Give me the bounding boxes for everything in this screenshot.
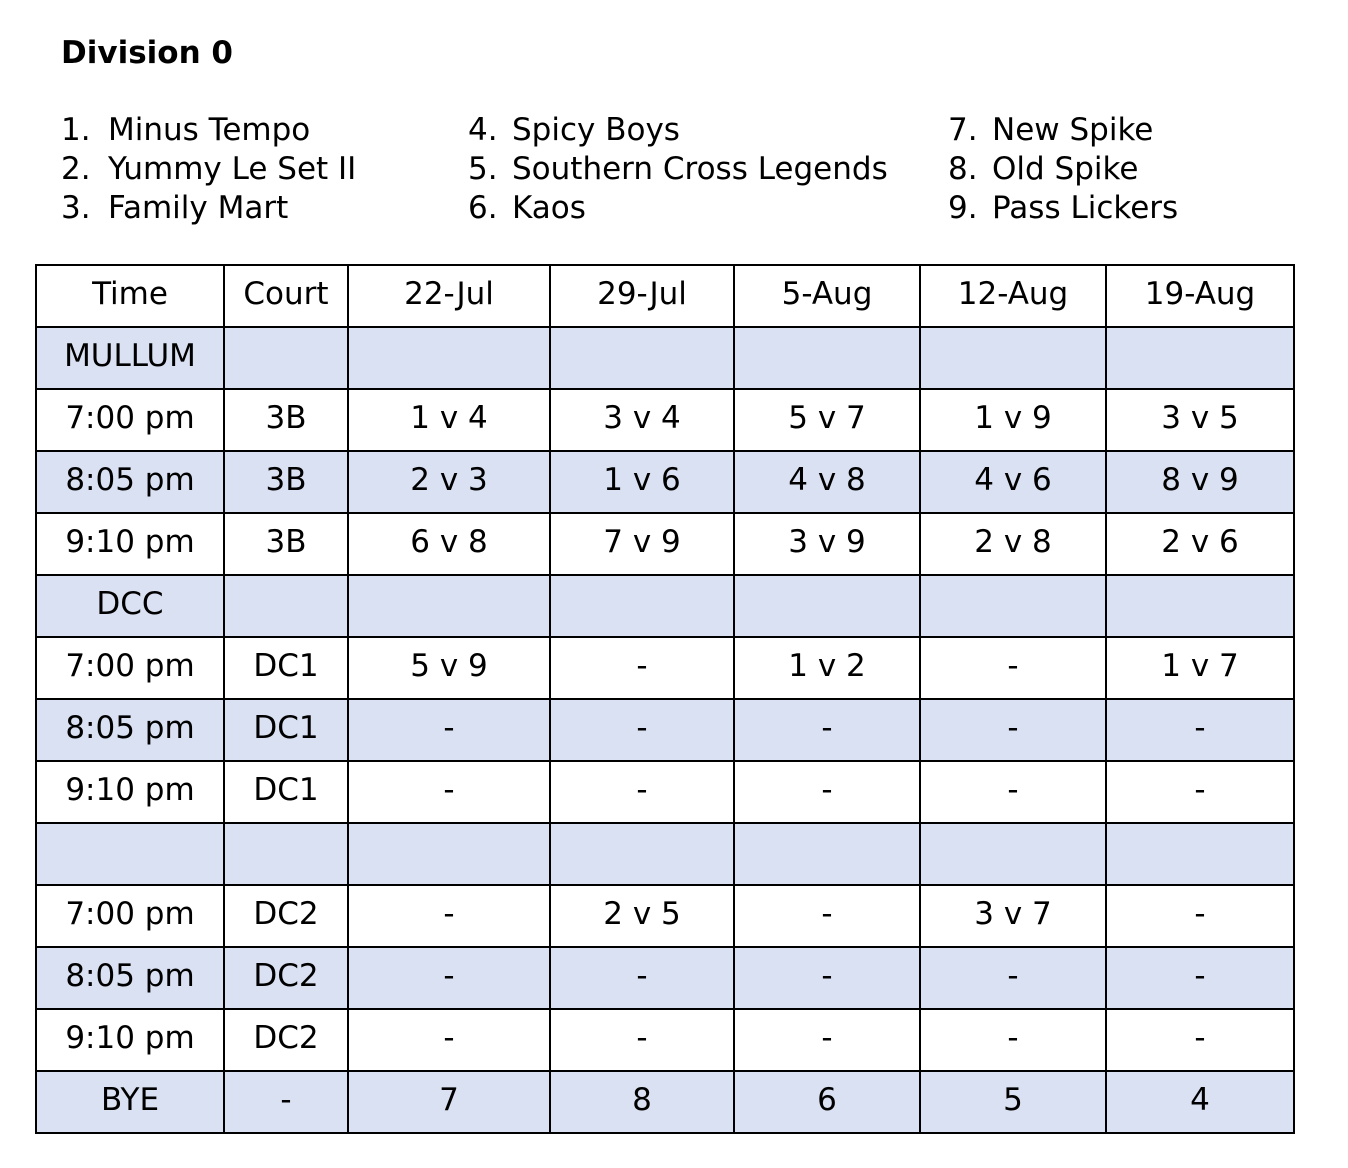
time-cell: 8:05 pm (36, 451, 224, 513)
court-cell (224, 575, 348, 637)
match-cell: - (348, 699, 550, 761)
match-cell: 5 (920, 1071, 1106, 1133)
team-number: 2. (61, 151, 91, 187)
header-row (36, 265, 1294, 327)
match-cell (734, 575, 920, 637)
match-cell: - (1106, 699, 1294, 761)
match-cell: - (1106, 761, 1294, 823)
team-name: New Spike (992, 112, 1154, 148)
team-name: Family Mart (108, 190, 289, 226)
match-cell (920, 327, 1106, 389)
match-cell: 1 v 7 (1106, 637, 1294, 699)
court-cell: 3B (224, 451, 348, 513)
match-cell: - (550, 761, 734, 823)
venue-row (36, 823, 1294, 885)
match-cell: - (734, 947, 920, 1009)
court-cell: DC2 (224, 947, 348, 1009)
team-number: 4. (468, 112, 498, 148)
team-number: 6. (468, 190, 498, 226)
column-header: 22-Jul (348, 265, 550, 327)
match-cell: 2 v 3 (348, 451, 550, 513)
team-name: Pass Lickers (992, 190, 1179, 226)
match-cell: 3 v 7 (920, 885, 1106, 947)
court-cell: DC2 (224, 1009, 348, 1071)
team-item (948, 189, 1178, 228)
match-cell: - (734, 885, 920, 947)
court-cell (224, 823, 348, 885)
match-cell (1106, 823, 1294, 885)
table-row (36, 451, 1294, 513)
time-cell: 8:05 pm (36, 699, 224, 761)
match-cell: - (734, 699, 920, 761)
team-number: 9. (948, 190, 978, 226)
match-cell: 3 v 5 (1106, 389, 1294, 451)
time-cell: MULLUM (36, 327, 224, 389)
match-cell: 1 v 4 (348, 389, 550, 451)
table-row (36, 885, 1294, 947)
bye-row (36, 1071, 1294, 1133)
match-cell: 7 (348, 1071, 550, 1133)
team-number: 1. (61, 112, 91, 148)
time-cell: 7:00 pm (36, 885, 224, 947)
match-cell: 8 (550, 1071, 734, 1133)
column-header: 19-Aug (1106, 265, 1294, 327)
column-header: Time (36, 265, 224, 327)
table-row (36, 761, 1294, 823)
match-cell: 2 v 8 (920, 513, 1106, 575)
match-cell: 7 v 9 (550, 513, 734, 575)
match-cell (550, 327, 734, 389)
match-cell (920, 575, 1106, 637)
match-cell: - (550, 947, 734, 1009)
match-cell: - (348, 947, 550, 1009)
match-cell (348, 823, 550, 885)
column-header: 5-Aug (734, 265, 920, 327)
venue-row (36, 327, 1294, 389)
match-cell: - (1106, 1009, 1294, 1071)
team-list-column-3 (948, 111, 1178, 228)
match-cell: 3 v 9 (734, 513, 920, 575)
team-name: Spicy Boys (512, 112, 680, 148)
court-cell: 3B (224, 513, 348, 575)
time-cell: 9:10 pm (36, 513, 224, 575)
time-cell: 9:10 pm (36, 761, 224, 823)
time-cell: BYE (36, 1071, 224, 1133)
match-cell: 6 v 8 (348, 513, 550, 575)
match-cell: - (348, 761, 550, 823)
match-cell: - (920, 1009, 1106, 1071)
match-cell: 4 v 6 (920, 451, 1106, 513)
table-row (36, 637, 1294, 699)
match-cell: - (348, 885, 550, 947)
match-cell: 1 v 6 (550, 451, 734, 513)
team-item (61, 111, 356, 150)
match-cell: - (348, 1009, 550, 1071)
match-cell: - (1106, 947, 1294, 1009)
match-cell: 4 v 8 (734, 451, 920, 513)
team-number: 7. (948, 112, 978, 148)
table-row (36, 513, 1294, 575)
team-number: 3. (61, 190, 91, 226)
team-item (468, 111, 888, 150)
team-name: Old Spike (992, 151, 1139, 187)
team-item (468, 150, 888, 189)
match-cell (1106, 327, 1294, 389)
court-cell (224, 327, 348, 389)
match-cell (734, 823, 920, 885)
team-number: 5. (468, 151, 498, 187)
team-item (948, 150, 1178, 189)
schedule-body (36, 327, 1294, 1133)
match-cell (348, 327, 550, 389)
team-number: 8. (948, 151, 978, 187)
table-row (36, 947, 1294, 1009)
team-item (61, 150, 356, 189)
match-cell: 1 v 9 (920, 389, 1106, 451)
table-row (36, 1009, 1294, 1071)
match-cell: - (734, 1009, 920, 1071)
match-cell: - (1106, 885, 1294, 947)
team-name: Southern Cross Legends (512, 151, 888, 187)
time-cell: 7:00 pm (36, 637, 224, 699)
team-name: Kaos (512, 190, 586, 226)
match-cell: - (550, 1009, 734, 1071)
match-cell: - (920, 637, 1106, 699)
match-cell: - (734, 761, 920, 823)
team-item (61, 189, 356, 228)
match-cell: - (920, 699, 1106, 761)
column-header: 12-Aug (920, 265, 1106, 327)
team-list-column-1 (61, 111, 356, 228)
match-cell: 5 v 7 (734, 389, 920, 451)
match-cell (920, 823, 1106, 885)
match-cell (348, 575, 550, 637)
match-cell: 1 v 2 (734, 637, 920, 699)
match-cell (734, 327, 920, 389)
schedule-table (35, 264, 1295, 1134)
court-cell: DC1 (224, 699, 348, 761)
team-name: Yummy Le Set II (108, 151, 357, 187)
match-cell: - (550, 637, 734, 699)
court-cell: DC1 (224, 761, 348, 823)
table-row (36, 699, 1294, 761)
time-cell: DCC (36, 575, 224, 637)
column-header: 29-Jul (550, 265, 734, 327)
table-row (36, 389, 1294, 451)
time-cell: 8:05 pm (36, 947, 224, 1009)
court-cell: 3B (224, 389, 348, 451)
match-cell: - (550, 699, 734, 761)
team-list-column-2 (468, 111, 888, 228)
time-cell (36, 823, 224, 885)
match-cell: 2 v 5 (550, 885, 734, 947)
match-cell: 3 v 4 (550, 389, 734, 451)
match-cell: 2 v 6 (1106, 513, 1294, 575)
time-cell: 9:10 pm (36, 1009, 224, 1071)
venue-row (36, 575, 1294, 637)
court-cell: DC1 (224, 637, 348, 699)
match-cell (550, 575, 734, 637)
court-cell: - (224, 1071, 348, 1133)
court-cell: DC2 (224, 885, 348, 947)
match-cell (550, 823, 734, 885)
match-cell: 6 (734, 1071, 920, 1133)
match-cell: 5 v 9 (348, 637, 550, 699)
match-cell: 8 v 9 (1106, 451, 1294, 513)
match-cell: 4 (1106, 1071, 1294, 1133)
match-cell: - (920, 947, 1106, 1009)
team-name: Minus Tempo (108, 112, 311, 148)
team-item (948, 111, 1178, 150)
time-cell: 7:00 pm (36, 389, 224, 451)
page-title: Division 0 (61, 35, 233, 71)
match-cell: - (920, 761, 1106, 823)
match-cell (1106, 575, 1294, 637)
team-item (468, 189, 888, 228)
column-header: Court (224, 265, 348, 327)
